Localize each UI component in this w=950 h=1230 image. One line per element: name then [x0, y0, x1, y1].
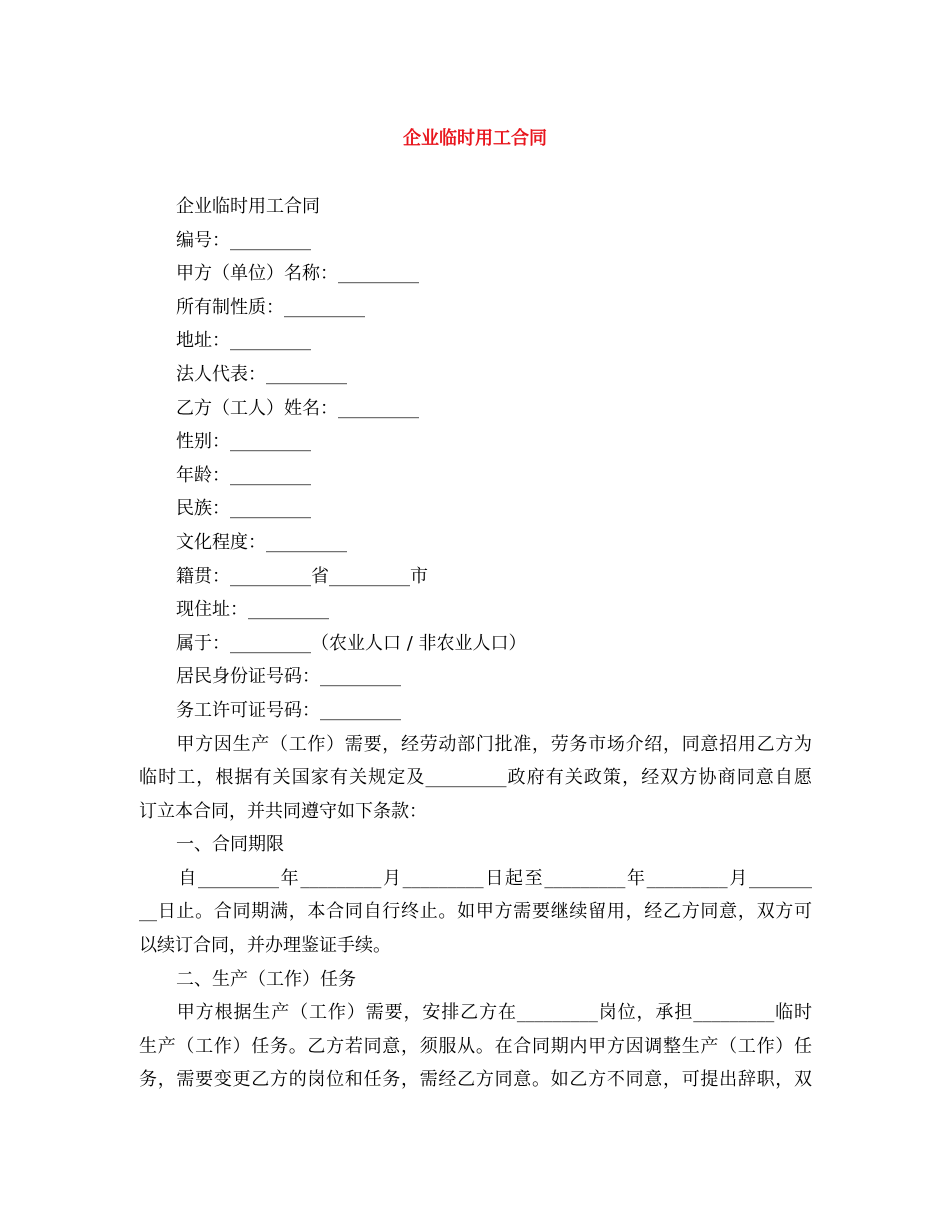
paragraph-line: 生产（工作）任务。乙方若同意，须服从。在合同期内甲方因调整生产（工作）任: [139, 1035, 812, 1057]
field-id-number: 居民身份证号码：_________: [176, 666, 401, 688]
field-household-type: 属于：_________（农业人口 / 非农业人口）: [176, 632, 527, 654]
paragraph-line: 甲方因生产（工作）需要，经劳动部门批准，劳务市场介绍，同意招用乙方为: [139, 733, 812, 755]
field-party-b-name: 乙方（工人）姓名：_________: [176, 397, 419, 419]
field-work-permit-number: 务工许可证号码：_________: [176, 699, 401, 721]
field-legal-representative: 法人代表：_________: [176, 363, 347, 385]
field-party-a-name: 甲方（单位）名称：_________: [176, 263, 419, 285]
section-heading-tasks: 二、生产（工作）任务: [176, 968, 356, 990]
section-term-paragraph: [139, 862, 812, 963]
paragraph-line: 自_________年_________月_________日起至_________年_________月_______: [139, 867, 812, 889]
paragraph-line: 以续订合同，并办理鉴证手续。: [139, 935, 391, 957]
field-native-place: 籍贯：_________省_________市: [176, 565, 428, 587]
paragraph-line: 务，需要变更乙方的岗位和任务，需经乙方同意。如乙方不同意，可提出辞职，双: [139, 1069, 812, 1091]
paragraph-line: 临时工，根据有关国家有关规定及_________政府有关政策，经双方协商同意自愿: [139, 767, 812, 789]
intro-paragraph: [139, 728, 812, 829]
field-gender: 性别：_________: [176, 431, 311, 453]
field-ethnicity: 民族：_________: [176, 498, 311, 520]
paragraph-line: 甲方根据生产（工作）需要，安排乙方在_________岗位，承担_________临时: [139, 1002, 812, 1024]
document-title: 企业临时用工合同: [403, 128, 547, 149]
field-address: 地址：_________: [176, 330, 311, 352]
section-tasks-paragraph: [139, 996, 812, 1097]
section-heading-term: 一、合同期限: [176, 834, 284, 856]
contract-heading: 企业临时用工合同: [176, 196, 320, 217]
field-current-address: 现住址：_________: [176, 599, 329, 621]
field-serial-number: 编号：_________: [176, 229, 311, 251]
paragraph-line: __日止。合同期满，本合同自行终止。如甲方需要继续留用，经乙方同意，双方可: [139, 901, 812, 923]
field-education: 文化程度：_________: [176, 531, 347, 553]
paragraph-line: 订立本合同，并共同遵守如下条款：: [139, 800, 427, 822]
document-body: [139, 190, 812, 1097]
field-ownership-type: 所有制性质：_________: [176, 296, 365, 318]
field-age: 年龄：_________: [176, 464, 311, 486]
